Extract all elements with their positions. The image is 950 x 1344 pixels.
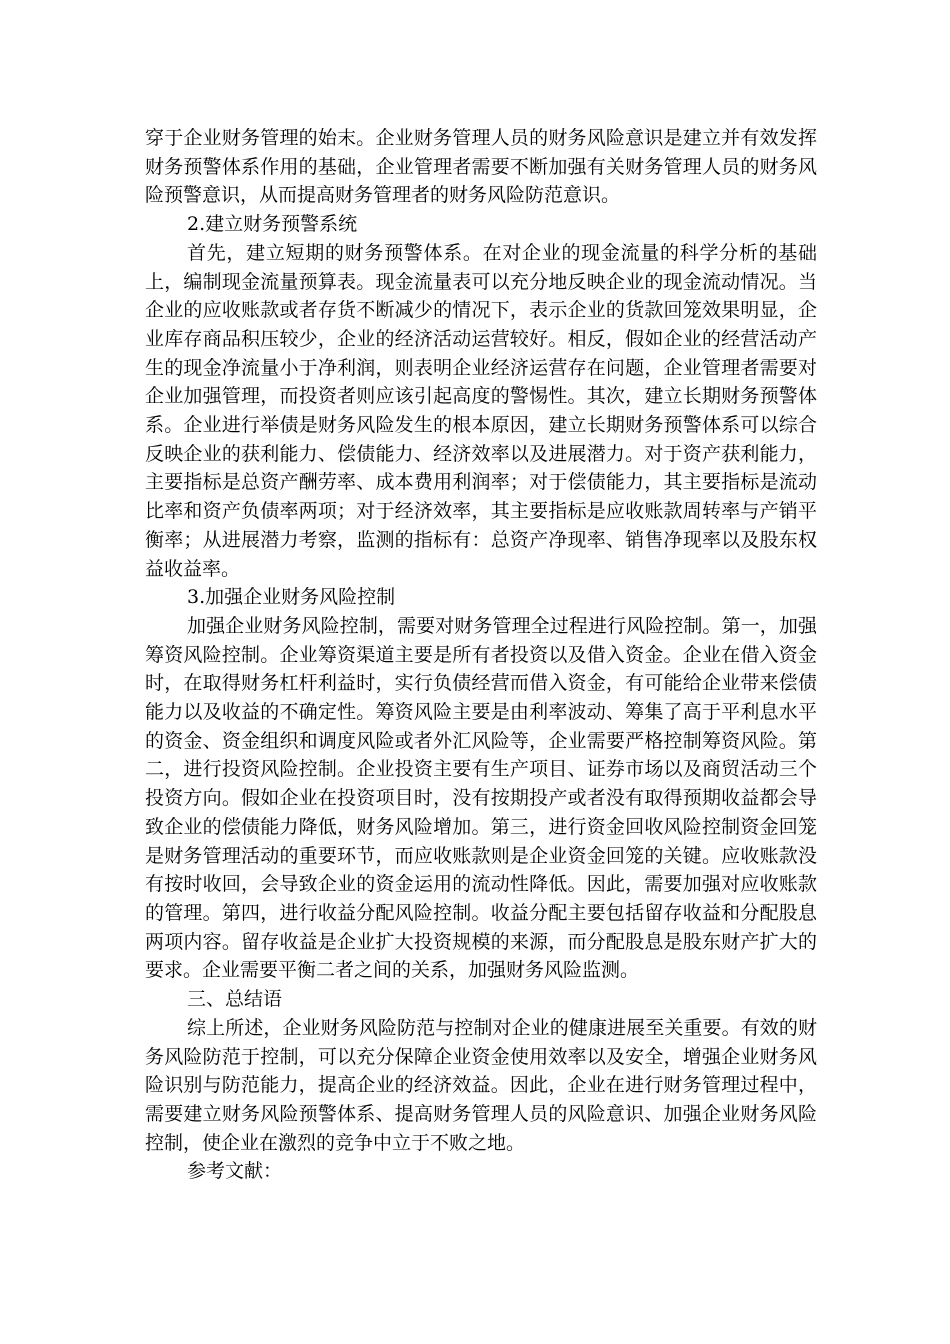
section-heading-references: 参考文献：: [187, 1160, 283, 1183]
document-body: [145, 124, 817, 1186]
paragraph-risk-control: 加强企业财务风险控制，需要对财务管理全过程进行风险控制。第一，加强筹资风险控制。企业筹资渠道主要是所有者投资以及借入资金。企业在借入资金时，在取得财务杠杆利益时，实行负债经营而借入资金，有可能给企业带来偿债能力以及收益的不确定性。筹资风险主要是由利率波动、筹集了高于平利息水平的资金、资金组织和调度风险或者外汇风险等，企业需要严格控制筹资风险。第二，进行投资风险控制。企业投资主要有生产项目、证券市场以及商贸活动三个投资方向。假如企业在投资项目时，没有按期投产或者没有取得预期收益都会导致企业的偿债能力降低，财务风险增加。第三，进行资金回收风险控制资金回笼是财务管理活动的重要环节，而应收账款则是企业资金回笼的关键。应收账款没有按时收回，会导致企业的资金运用的流动性降低。因此，需要加强对应收账款的管理。第四，进行收益分配风险控制。收益分配主要包括留存收益和分配股息两项内容。留存收益是企业扩大投资规模的来源，而分配股息是股东财产扩大的要求。企业需要平衡二者之间的关系，加强财务风险监测。: [145, 614, 817, 982]
section-heading-risk-control: 3.加强企业财务风险控制: [187, 586, 396, 609]
section-heading-conclusion: 三、总结语: [187, 988, 283, 1011]
paragraph-warning-system: 首先，建立短期的财务预警体系。在对企业的现金流量的科学分析的基础上，编制现金流量预算表。现金流量表可以充分地反映企业的现金流动情况。当企业的应收账款或者存货不断减少的情况下，表示企业的货款回笼效果明显，企业库存商品积压较少，企业的经济活动运营较好。相反，假如企业的经营活动产生的现金净流量小于净利润，则表明企业经济运营存在问题，企业管理者需要对企业加强管理，而投资者则应该引起高度的警惕性。其次，建立长期财务预警体系。企业进行举债是财务风险发生的根本原因，建立长期财务预警体系可以综合反映企业的获利能力、偿债能力、经济效率以及进展潜力。对于资产获利能力，主要指标是总资产酬劳率、成本费用利润率；对于偿债能力，其主要指标是流动比率和资产负债率两项；对于经济效率，其主要指标是应收账款周转率与产销平衡率；从进展潜力考察，监测的指标有：总资产净现率、销售净现率以及股东权益收益率。: [145, 241, 817, 580]
section-heading-financial-warning-system: 2.建立财务预警系统: [187, 213, 358, 236]
paragraph-continuation: 穿于企业财务管理的始末。企业财务管理人员的财务风险意识是建立并有效发挥财务预警体系作用的基础，企业管理者需要不断加强有关财务管理人员的财务风险预警意识，从而提高财务管理者的财务风险防范意识。: [145, 127, 817, 207]
paragraph-conclusion: 综上所述，企业财务风险防范与控制对企业的健康进展至关重要。有效的财务风险防范于控制，可以充分保障企业资金使用效率以及安全，增强企业财务风险识别与防范能力，提高企业的经济效益。因此，企业在进行财务管理过程中，需要建立财务风险预警体系、提高财务管理人员的风险意识、加强企业财务风险控制，使企业在激烈的竞争中立于不败之地。: [145, 1016, 817, 1154]
